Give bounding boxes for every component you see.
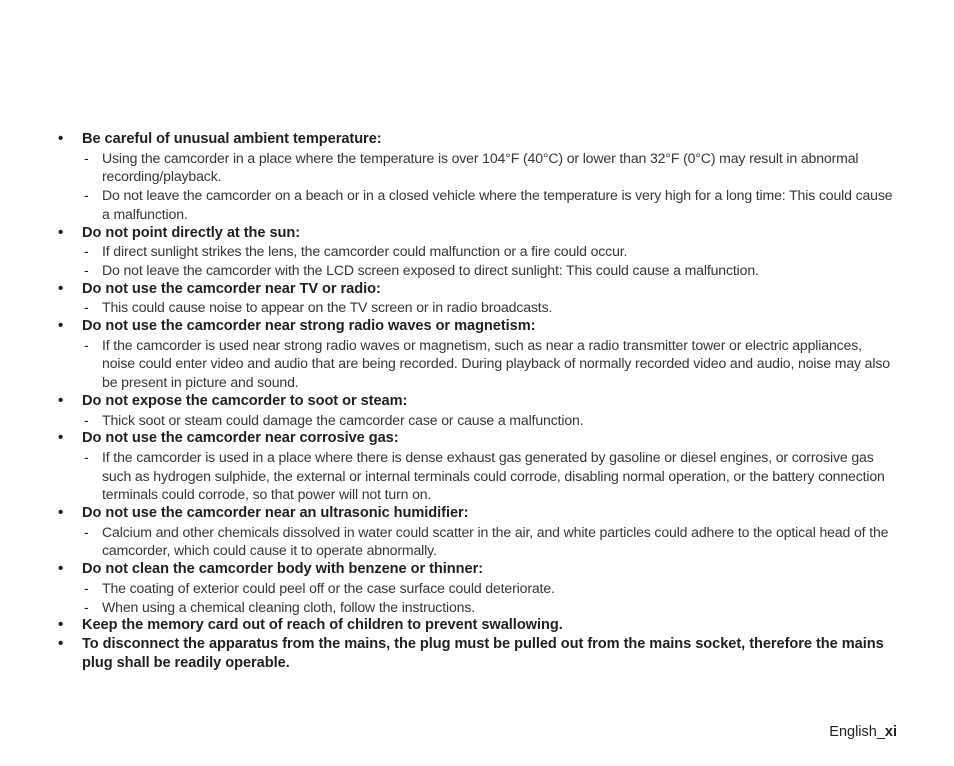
sub-item-text: Do not leave the camcorder with the LCD screen exposed to direct sunlight: This could cause a malfunction. — [102, 261, 759, 278]
list-item — [58, 317, 898, 392]
footer-language: English_ — [829, 724, 885, 740]
list-item — [58, 616, 898, 635]
item-heading: Be careful of unusual ambient temperature: — [82, 131, 382, 147]
bullet-icon: • — [58, 391, 64, 409]
item-heading: Do not use the camcorder near strong radio waves or magnetism: — [82, 318, 536, 335]
sub-item — [82, 149, 898, 186]
bullet-icon: • — [58, 223, 64, 241]
list-item — [58, 224, 898, 280]
dash-icon: - — [84, 579, 89, 596]
sub-item — [82, 579, 898, 598]
bullet-icon: • — [58, 616, 64, 634]
bullet-icon: • — [58, 504, 64, 522]
dash-icon: - — [84, 299, 89, 316]
dash-icon: - — [84, 336, 89, 353]
list-item — [58, 429, 898, 504]
dash-icon: - — [84, 261, 89, 278]
dash-icon: - — [84, 598, 89, 615]
sub-list — [82, 523, 898, 560]
page-number: xi — [884, 724, 897, 740]
list-item — [58, 635, 898, 672]
dash-icon: - — [84, 187, 89, 204]
sub-item-text: If direct sunlight strikes the lens, the camcorder could malfunction or a fire could occur. — [102, 243, 628, 260]
sub-item — [82, 242, 898, 261]
bullet-icon: • — [58, 560, 64, 578]
sub-item — [82, 298, 898, 317]
dash-icon: - — [84, 243, 89, 260]
sub-list — [82, 149, 898, 224]
sub-item — [82, 411, 898, 430]
sub-item-text: This could cause noise to appear on the TV screen or in radio broadcasts. — [102, 299, 553, 316]
bullet-icon: • — [58, 429, 64, 447]
sub-item-text: If the camcorder is used in a place where there is dense exhaust gas generated by gasoline or diesel engines, or corrosive gas such as hydrogen sulphide, the external or internal terminals could corrode, disabling normal operation, or the battery connection terminals could corrode, so that power will not turn on. — [102, 448, 885, 503]
sub-item-text: Using the camcorder in a place where the temperature is over 104°F (40°C) or lower than 32°F (0°C) may result in abnormal recording/playback. — [102, 149, 859, 185]
list-item — [58, 130, 898, 224]
item-heading: Keep the memory card out of reach of children to prevent swallowing. — [82, 617, 563, 634]
page-footer — [829, 723, 897, 741]
sub-item — [82, 448, 898, 504]
sub-item-text: Do not leave the camcorder on a beach or in a closed vehicle where the temperature is very high for a long time: This could cause a malfunction. — [102, 187, 893, 222]
list-item — [58, 504, 898, 560]
item-heading: Do not expose the camcorder to soot or steam: — [82, 392, 408, 409]
sub-item — [82, 186, 898, 223]
item-heading: Do not point directly at the sun: — [82, 224, 301, 241]
item-heading: To disconnect the apparatus from the mains, the plug must be pulled out from the mains socket, therefore the mains plug shall be readily operable. — [82, 635, 884, 671]
bullet-icon: • — [58, 279, 64, 297]
sub-item-text: Thick soot or steam could damage the camcorder case or cause a malfunction. — [102, 411, 584, 428]
dash-icon: - — [84, 149, 89, 166]
item-heading: Do not clean the camcorder body with benzene or thinner: — [82, 561, 484, 578]
sub-item — [82, 598, 898, 617]
list-item — [58, 392, 898, 429]
sub-list — [82, 579, 898, 616]
sub-item — [82, 261, 898, 280]
dash-icon: - — [84, 411, 89, 428]
sub-item-text: When using a chemical cleaning cloth, follow the instructions. — [102, 598, 475, 615]
sub-list — [82, 336, 898, 392]
list-item — [58, 280, 898, 317]
item-heading: Do not use the camcorder near an ultrasonic humidifier: — [82, 505, 469, 522]
sub-item — [82, 523, 898, 560]
precautions-content — [58, 130, 898, 672]
sub-item-text: The coating of exterior could peel off or the case surface could deteriorate. — [102, 579, 555, 596]
sub-item — [82, 336, 898, 392]
sub-list — [82, 448, 898, 504]
sub-item-text: Calcium and other chemicals dissolved in water could scatter in the air, and white particles could adhere to the optical head of the camcorder, which could cause it to operate abnormally. — [102, 523, 889, 559]
sub-list — [82, 298, 898, 317]
bullet-icon: • — [58, 130, 64, 147]
item-heading: Do not use the camcorder near TV or radio: — [82, 280, 381, 297]
precautions-list — [58, 130, 898, 672]
sub-list — [82, 411, 898, 430]
bullet-icon: • — [58, 634, 64, 652]
dash-icon: - — [84, 523, 89, 540]
sub-item-text: If the camcorder is used near strong radio waves or magnetism, such as near a radio transmitter tower or electric appliances, noise could enter video and audio that are being recorded. During playback of normally recorded video and audio, noise may also be present in picture and sound. — [102, 336, 890, 391]
item-heading: Do not use the camcorder near corrosive gas: — [82, 430, 399, 447]
sub-list — [82, 242, 898, 279]
bullet-icon: • — [58, 317, 64, 335]
dash-icon: - — [84, 448, 89, 465]
list-item — [58, 560, 898, 616]
